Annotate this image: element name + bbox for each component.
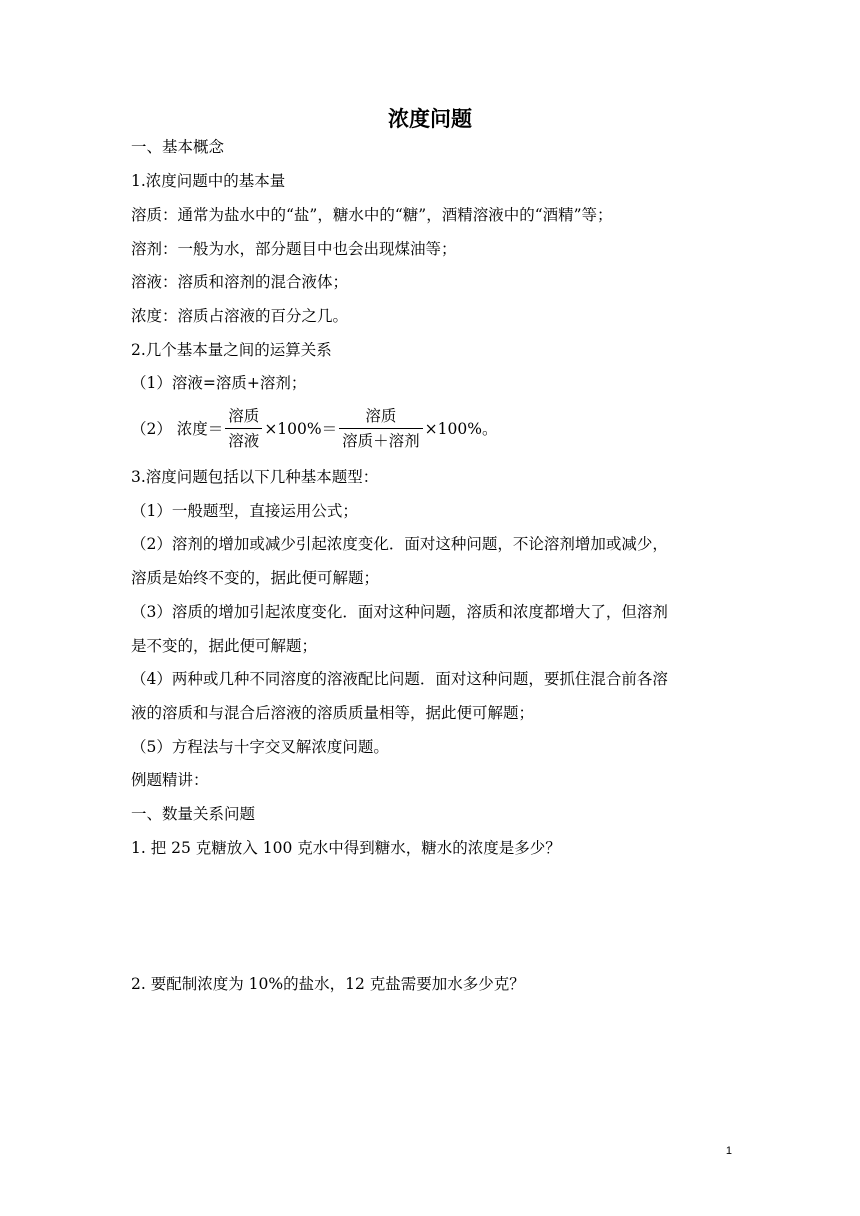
problem-type-4-cont: 液的溶质和与混合后溶液的溶质质量相等，据此便可解题； xyxy=(131,704,535,722)
question-1: 1. 把 25 克糖放入 100 克水中得到糖水，糖水的浓度是多少？ xyxy=(131,839,561,857)
definition-concentration: 浓度：溶质占溶液的百分之几。 xyxy=(131,307,349,325)
formula-prefix: （2） 浓度＝ xyxy=(131,420,224,438)
problem-type-4: （4）两种或几种不同溶度的溶液配比问题．面对这种问题，要抓住混合前各溶 xyxy=(131,670,668,688)
fraction-denominator: 溶质＋溶剂 xyxy=(339,428,423,451)
definition-solution: 溶液：溶质和溶剂的混合液体； xyxy=(131,273,349,291)
fraction-denominator: 溶液 xyxy=(225,428,262,451)
section-heading-quantity-relations: 一、数量关系问题 xyxy=(131,805,256,823)
document-title: 浓度问题 xyxy=(388,106,472,131)
examples-heading: 例题精讲： xyxy=(131,771,209,789)
page-number: 1 xyxy=(725,1145,732,1157)
subheading-relations: 2.几个基本量之间的运算关系 xyxy=(131,341,332,359)
section-heading-basic-concepts: 一、基本概念 xyxy=(131,138,225,156)
question-2: 2. 要配制浓度为 10%的盐水，12 克盐需要加水多少克？ xyxy=(131,975,525,993)
definition-solvent: 溶剂：一般为水，部分题目中也会出现煤油等； xyxy=(131,240,457,258)
problem-type-1: （1）一般题型，直接运用公式； xyxy=(131,502,358,520)
problem-type-5: （5）方程法与十字交叉解浓度问题。 xyxy=(131,738,389,756)
problem-type-2: （2）溶剂的增加或减少引起浓度变化．面对这种问题，不论溶剂增加或减少， xyxy=(131,535,668,553)
problem-type-3: （3）溶质的增加引起浓度变化．面对这种问题，溶质和浓度都增大了，但溶剂 xyxy=(131,603,668,621)
formula-middle: ×100%＝ xyxy=(264,420,338,438)
relation-1: （1）溶液=溶质+溶剂； xyxy=(131,374,307,392)
formula-suffix: ×100%。 xyxy=(424,420,498,438)
problem-type-2-cont: 溶质是始终不变的，据此便可解题； xyxy=(131,569,380,587)
fraction-solute-over-sum xyxy=(339,406,423,451)
fraction-numerator: 溶质 xyxy=(365,406,397,425)
problem-type-3-cont: 是不变的，据此便可解题； xyxy=(131,637,318,655)
definition-solute: 溶质：通常为盐水中的“盐”，糖水中的“糖”，酒精溶液中的“酒精”等； xyxy=(131,206,613,224)
concentration-formula xyxy=(131,401,497,455)
subheading-basic-quantities: 1.浓度问题中的基本量 xyxy=(131,172,286,190)
fraction-numerator: 溶质 xyxy=(228,406,260,425)
subheading-problem-types: 3.溶度问题包括以下几种基本题型： xyxy=(131,468,379,486)
fraction-solute-over-solution xyxy=(225,406,262,451)
